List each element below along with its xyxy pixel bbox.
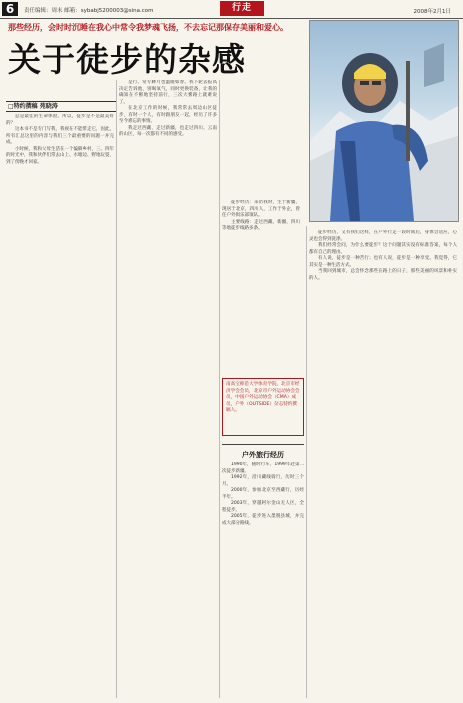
editor-meta: 责任编辑：周末 邮箱：sybabj5200003@sina.com: [24, 8, 154, 14]
issue-date: 2008年2月1日: [413, 9, 451, 15]
page-number-block: 6: [2, 2, 18, 16]
paragraph: 在北京工作的时候，我常常去周边山区徒步，有时一个人，有时跟朋友一起，经历了许多至今难忘的事情。: [119, 106, 217, 124]
article-subtitle: 那些经历，会时时沉睡在我心中常令我梦魂飞扬，不去忘记那保存美丽和爱心。: [8, 23, 288, 32]
page-header: [0, 0, 463, 19]
paragraph: 我们经常会问，为什么要徒步？这个问题其实没有标准答案，每个人都有自己的理由。: [309, 243, 457, 255]
paragraph: 主要线路：走过西藏、新疆、四川等地徒步线路多条。: [222, 219, 300, 231]
column-divider: [306, 226, 307, 698]
byline: □特约撰稿 苑晓涛: [6, 101, 116, 112]
paragraph: 有人说，徒步是一种苦行；也有人说，徒步是一种享受。我觉得，它其实是一种生活方式。: [309, 256, 457, 268]
experience-list: [222, 462, 304, 698]
list-item: 2000年，参加北京至西藏行，历经半年。: [222, 488, 304, 500]
paragraph: 徒步经历，又有我们这样，在户外行走一段时间后，身体会适应，心灵也会得到洗涤。: [309, 230, 457, 242]
list-item: 1990年，随时行车，1999年赴第二次徒步新疆。: [222, 462, 304, 474]
paragraph: 这本书不是专门写我，我视在不能带走它，因此，所有汇总这里的内容与我们三个最重要的问题一并完成。: [6, 127, 114, 145]
paragraph: 我走过西藏，走过新疆，也走过四川、云南的山区，每一次都有不同的感受。: [119, 125, 217, 137]
experience-title: 户外旅行经历: [242, 451, 284, 459]
body-column-4: [309, 230, 457, 698]
paragraph: 是行、常专聊月也温暖如春。我下轮去报高决定告诉他，别喝氧气，同时更换装备，让我的确知在不断地坚持前行，三次大雾路上就难说了。: [119, 80, 217, 105]
article-headline: 关于徒步的杂感: [8, 40, 246, 79]
paragraph: 当我回到城市，总会怀念那些在路上的日子，那些美丽的风景和朴实的人。: [309, 269, 457, 281]
paragraph: 小时候，我和父母生活在一个偏僻乡村，三、四年的时光中，我和伙伴们常去山上、水塘边、野地玩耍，到了傍晚才回家。: [6, 146, 114, 165]
column-divider: [116, 80, 117, 698]
body-column-1: [6, 114, 114, 698]
hiker-photo: [309, 20, 459, 222]
column-divider: [219, 80, 220, 698]
list-item: 2003年，穿越阿尔金山无人区，全程徒步。: [222, 501, 304, 513]
section-tab: 行走: [220, 1, 264, 16]
profile-column: [222, 200, 300, 360]
person-in-snow-photo-icon: [310, 21, 458, 221]
section-rule: [222, 444, 304, 445]
list-item: 2005年，徒步进入墨脱县城，并完成大部分路线。: [222, 514, 304, 526]
list-item: 1992年，沿川藏线骑行，历时三个月。: [222, 475, 304, 487]
body-column-2: [119, 80, 217, 698]
paragraph: 徒步经历：采访我时，生于新疆，现居于北京，四川人，工作于外企，曾任户外俱乐部领队。: [222, 200, 300, 218]
paragraph: 总是最佳的生命体验。所以，徒步是不是最美好的？: [6, 114, 114, 126]
author-credentials-box: 南高宝师范大学体育学院，北京市经济学会会员，北京市户外运动协会会员，中国户外运动协会（CMA）成员，户外（OUTSIDE）杂志特约撰稿人。: [222, 378, 304, 436]
